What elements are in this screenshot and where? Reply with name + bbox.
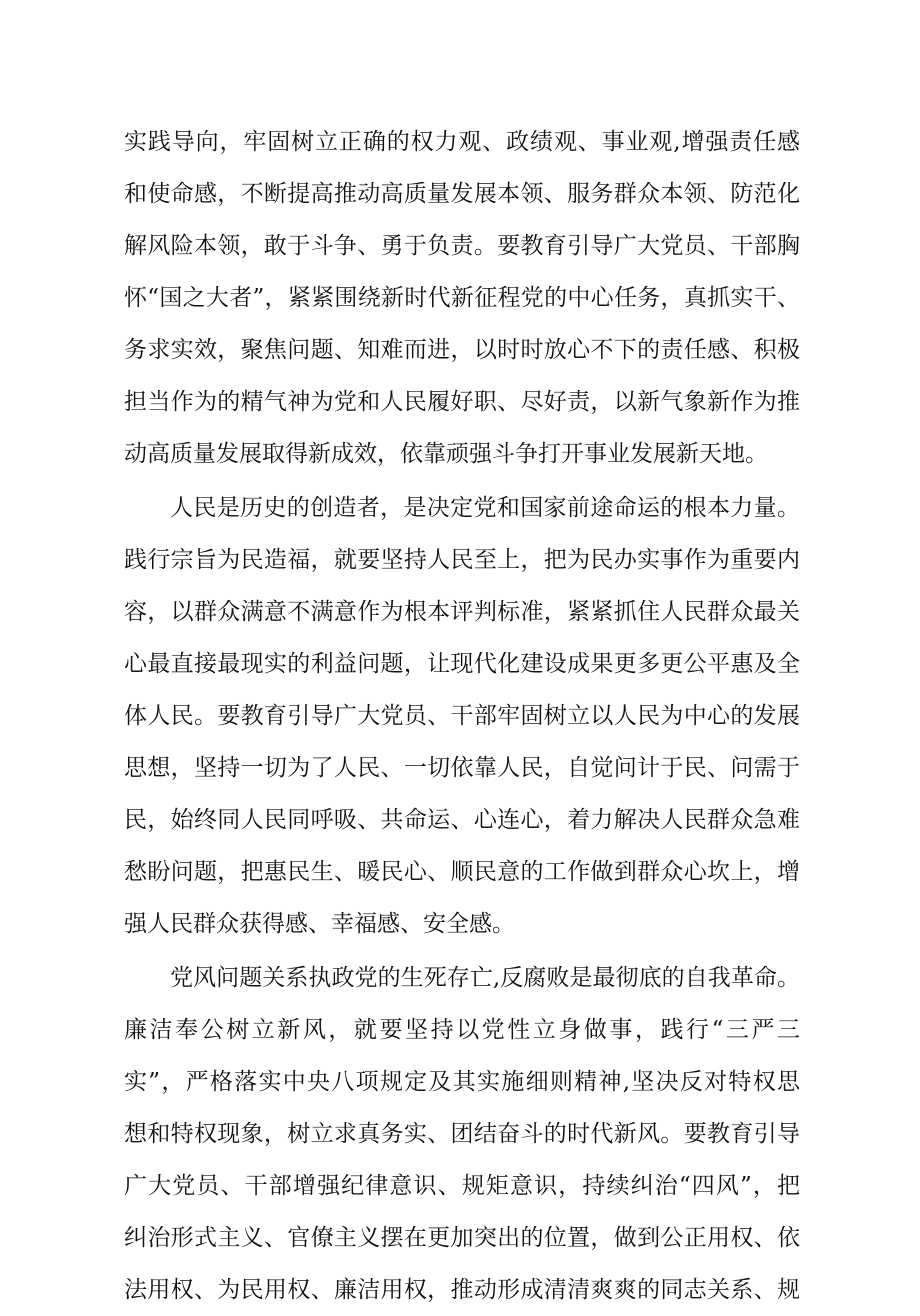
text-line: 体人民。要教育引导广大党员、干部牢固树立以人民为中心的发展 (124, 703, 800, 729)
text-line: 容，以群众满意不满意作为根本评判标准，紧紧抓住人民群众最关 (124, 599, 800, 625)
text-line: 法用权、为民用权、廉洁用权，推动形成清清爽爽的同志关系、规 (124, 1277, 800, 1303)
text-line: 想和特权现象，树立求真务实、团结奋斗的时代新风。要教育引导 (124, 1121, 800, 1147)
text-line: 实”，严格落实中央八项规定及其实施细则精神,坚决反对特权思 (124, 1069, 800, 1095)
text-line: 践行宗旨为民造福，就要坚持人民至上，把为民办实事作为重要内 (124, 547, 800, 573)
text-line: 愁盼问题，把惠民生、暖民心、顺民意的工作做到群众心坎上，增 (124, 859, 800, 885)
text-line: 解风险本领，敢于斗争、勇于负责。要教育引导广大党员、干部胸 (124, 233, 800, 259)
text-line: 和使命感，不断提高推动高质量发展本领、服务群众本领、防范化 (124, 181, 800, 207)
text-line: 民，始终同人民同呼吸、共命运、心连心，着力解决人民群众急难 (124, 807, 800, 833)
paragraph-first-line: 人民是历史的创造者，是决定党和国家前途命运的根本力量。 (170, 495, 800, 521)
text-line: 怀“国之大者”，紧紧围绕新时代新征程党的中心任务，真抓实干、 (124, 285, 800, 311)
text-line: 实践导向，牢固树立正确的权力观、政绩观、事业观,增强责任感 (124, 129, 800, 155)
text-line: 纠治形式主义、官僚主义摆在更加突出的位置，做到公正用权、依 (124, 1225, 800, 1251)
text-line: 广大党员、干部增强纪律意识、规矩意识，持续纠治“四风”，把 (124, 1173, 800, 1199)
text-line: 动高质量发展取得新成效，依靠顽强斗争打开事业发展新天地。 (124, 441, 768, 467)
paragraph-first-line: 党风问题关系执政党的生死存亡,反腐败是最彻底的自我革命。 (170, 965, 800, 991)
text-line: 思想，坚持一切为了人民、一切依靠人民，自觉问计于民、问需于 (124, 755, 800, 781)
text-line: 强人民群众获得感、幸福感、安全感。 (124, 911, 515, 937)
text-line: 担当作为的精气神为党和人民履好职、尽好责，以新气象新作为推 (124, 389, 800, 415)
text-line: 廉洁奉公树立新风，就要坚持以党性立身做事，践行“三严三 (124, 1017, 800, 1043)
text-line: 心最直接最现实的利益问题，让现代化建设成果更多更公平惠及全 (124, 651, 800, 677)
text-line: 务求实效，聚焦问题、知难而进，以时时放心不下的责任感、积极 (124, 337, 800, 363)
